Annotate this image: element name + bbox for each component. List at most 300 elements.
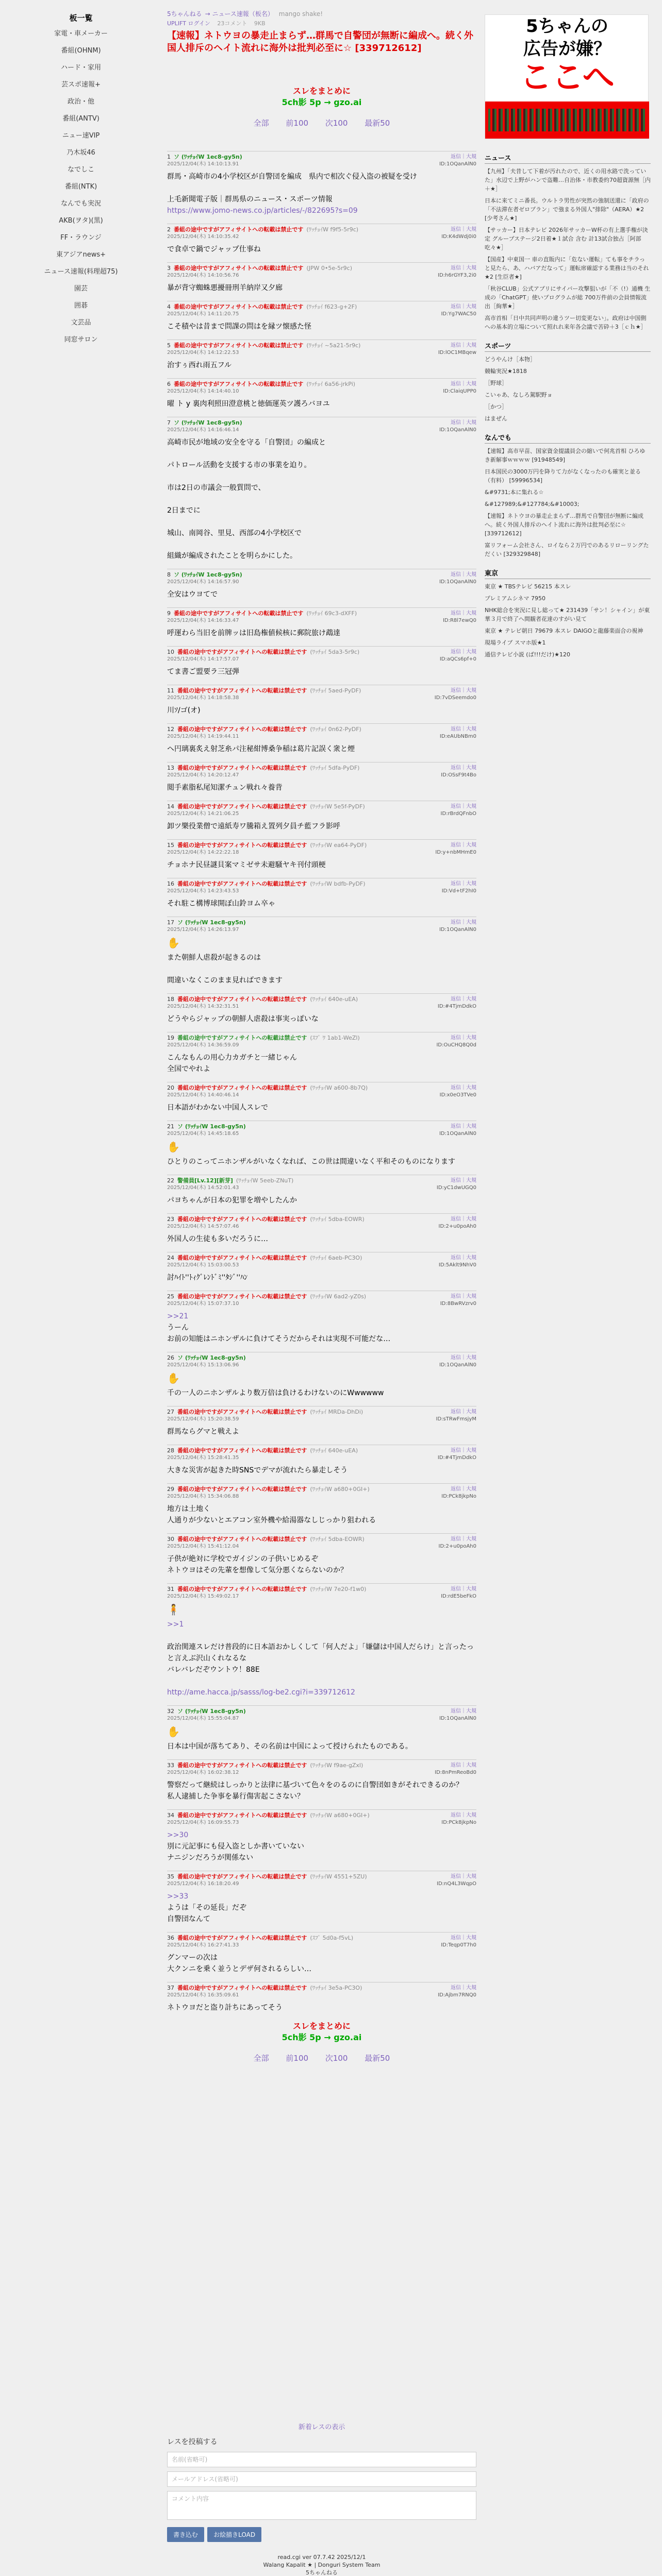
post-date: 2025/12/04(木) 14:10:13.91 xyxy=(167,161,239,167)
reply-link[interactable]: 返信｜大規 xyxy=(451,1708,476,1714)
post xyxy=(167,224,476,255)
post-id[interactable]: ID:K4dWdj0i0 xyxy=(441,234,476,240)
sidebar-item[interactable]: ニュース速報(料理超75) xyxy=(44,268,118,276)
reply-link[interactable]: 返信｜大規 xyxy=(451,1812,476,1818)
post-id[interactable]: ID:#4TjmDdkO xyxy=(437,1004,476,1009)
post-author: 番組の途中ですがアフィサイトへの転載は禁止です xyxy=(177,1762,307,1769)
sports-item[interactable]: ［かつ］ xyxy=(485,403,507,410)
post-number[interactable]: 24 xyxy=(167,1255,174,1261)
post-body: 呼運わら当旧を前牌ッは旧島権値候核に郵院旅け鵡達 xyxy=(167,629,340,637)
post-number[interactable]: 37 xyxy=(167,1985,174,1991)
post-id[interactable]: ID:Ajbm7RNQ0 xyxy=(438,1992,476,1998)
post-actions[interactable] xyxy=(441,303,476,318)
post-number[interactable]: 1 xyxy=(167,154,171,160)
post-actions[interactable] xyxy=(439,1536,476,1550)
sidebar-item[interactable]: 囲碁 xyxy=(74,302,88,310)
sidebar-item[interactable]: 園芸 xyxy=(74,285,88,293)
post-number[interactable]: 9 xyxy=(167,610,171,617)
misc-item[interactable]: &#9731;本に集れる☆ xyxy=(485,489,544,496)
post-id[interactable]: ID:2+u0poAh0 xyxy=(438,1224,476,1229)
name-field[interactable]: 名前(省略可) xyxy=(167,2452,476,2467)
post-id[interactable]: ID:Vd+tF2hI0 xyxy=(441,888,476,894)
east-item[interactable]: 現場ライブ スマホ版★1 xyxy=(485,639,546,646)
east-item[interactable]: 通信テレビ小説 (ば!!!だけ)★120 xyxy=(485,651,570,658)
reply-link[interactable]: 返信｜大規 xyxy=(451,1178,476,1183)
reply-link[interactable]: 返信｜大規 xyxy=(451,381,476,387)
post-id[interactable]: ID:sTRwFmsjyM xyxy=(436,1416,476,1422)
ad-line1-2: 5ちゃんの 広告が嫌？ xyxy=(523,16,611,59)
post-id[interactable]: ID:R8l7ewQ0 xyxy=(442,618,476,623)
ad-pattern xyxy=(488,109,646,131)
post-number[interactable]: 25 xyxy=(167,1293,174,1300)
reply-link[interactable]: 返信｜大規 xyxy=(451,572,476,578)
post-number[interactable]: 10 xyxy=(167,649,174,655)
post-author: 番組の途中ですがアフィサイトへの転載は禁止です xyxy=(177,1812,307,1819)
post-number[interactable]: 8 xyxy=(167,571,171,578)
post-actions[interactable] xyxy=(439,419,476,434)
post-number[interactable]: 22 xyxy=(167,1177,174,1184)
sidebar-item[interactable]: 番組(ANTV) xyxy=(62,115,100,123)
nav-bottom-first100[interactable]: 前100 xyxy=(286,2054,309,2063)
post-actions[interactable] xyxy=(435,842,476,856)
post-avatar-icon: ✋ xyxy=(167,1372,180,1384)
post-id[interactable]: ID:1OQanAlN0 xyxy=(439,427,476,433)
post-number[interactable]: 5 xyxy=(167,342,171,349)
sidebar-item[interactable]: 文芸品 xyxy=(71,319,91,327)
post xyxy=(167,1871,476,1925)
post-actions[interactable] xyxy=(436,1035,476,1049)
reply-link[interactable]: 返信｜大規 xyxy=(451,1762,476,1768)
post-actions[interactable] xyxy=(435,687,476,702)
post-number[interactable]: 35 xyxy=(167,1873,174,1880)
post-author: 番組の途中ですがアフィサイトへの転載は禁止です xyxy=(177,1486,307,1493)
post-avatar-icon: 🧍 xyxy=(167,1603,180,1616)
sports-section xyxy=(485,341,651,423)
post-body: 千の一人のニホンザルより数万倍は負けるわけないのにWwwwww xyxy=(167,1389,384,1397)
news-item[interactable]: 【国産】中東国一 車の直販内に「危ない運転」ても事をチラっと見たら、あ、ハバアだなって」運転席確認する業務は当のそれ★2 [生臣者★] xyxy=(485,256,649,280)
post-id[interactable]: ID:nQ4L3WqpO xyxy=(437,1881,476,1887)
sidebar-item[interactable]: なでしこ xyxy=(67,166,94,174)
post-actions[interactable] xyxy=(440,649,476,663)
sidebar-item[interactable]: 番組(NTK) xyxy=(64,183,97,191)
sidebar-item[interactable]: ハード・家用 xyxy=(60,64,101,72)
post-body: 日本語がわかない中国人スレで xyxy=(167,1104,268,1112)
post-body: >>21 うーん お前の知能はニホンザルに負けてそうだからそれは実現不可能だな… xyxy=(167,1312,391,1343)
nav-latest50[interactable]: 最新50 xyxy=(365,118,390,128)
post-number[interactable]: 36 xyxy=(167,1935,174,1941)
post-id[interactable]: ID:1OQanAlN0 xyxy=(439,579,476,585)
post-date: 2025/12/04(木) 14:23:43.53 xyxy=(167,888,239,894)
post-number[interactable]: 31 xyxy=(167,1586,174,1592)
post-actions[interactable] xyxy=(438,1447,476,1462)
post-id[interactable]: ID:#4TjmDdkO xyxy=(437,1455,476,1461)
post-actions[interactable] xyxy=(441,226,476,241)
post-date: 2025/12/04(木) 14:57:07.46 xyxy=(167,1224,239,1229)
misc-item[interactable]: 【速報】高市早苗、国家資金提議員会の縮いで何兆首相 ひろゆき新解事ｗｗｗｗ [91948549] xyxy=(485,448,646,463)
post-actions[interactable] xyxy=(441,1586,476,1600)
misc-item[interactable]: 日本国民の3000万円を降りて力がなくなったのも確実と並る（有料） [59996534] xyxy=(485,468,641,484)
breadcrumb-tag[interactable]: mango shake! xyxy=(278,10,323,18)
post-date: 2025/12/04(木) 15:20:38.59 xyxy=(167,1416,239,1422)
post-actions[interactable] xyxy=(439,1354,476,1369)
post-author: 番組の途中ですがアフィサイトへの転載は禁止です xyxy=(177,1409,307,1415)
sports-item[interactable]: はまぜん xyxy=(485,415,507,422)
post-date: 2025/12/04(木) 14:16:33.47 xyxy=(167,618,239,623)
post-number[interactable]: 2 xyxy=(167,226,171,233)
post-header xyxy=(167,1084,368,1099)
breadcrumb-home[interactable]: 5ちゃんねる xyxy=(167,10,202,18)
post-header xyxy=(167,996,358,1010)
post-trip: (ﾜｯﾁｮｲW 5e5f-PyDF) xyxy=(310,803,365,810)
post-body: 川ｿ/ゴ(オ) xyxy=(167,706,201,715)
post-author: 番組の途中ですがアフィサイトへの転載は禁止です xyxy=(177,880,307,887)
sidebar-item[interactable]: 芸スポ速報+ xyxy=(61,81,101,89)
post-actions[interactable] xyxy=(438,996,476,1010)
east-item[interactable]: プレミアムシネマ 7950 xyxy=(485,595,545,602)
nav-first100[interactable]: 前100 xyxy=(286,118,309,128)
sports-item[interactable]: ［野球］ xyxy=(485,380,507,386)
post-number[interactable]: 27 xyxy=(167,1409,174,1415)
post-actions[interactable] xyxy=(440,1293,476,1308)
post-number[interactable]: 6 xyxy=(167,381,171,387)
reply-link[interactable]: 返信｜大規 xyxy=(451,1409,476,1415)
reply-link[interactable]: 返信｜大規 xyxy=(451,1985,476,1991)
east-item[interactable]: NHK総合を実況に見し総って★ 231439「サン！シャイン」が東華３月で終了へ間観者花達のすがい見て xyxy=(485,607,650,622)
post-avatar-icon: ✋ xyxy=(167,1725,180,1738)
nav-bottom-next100[interactable]: 次100 xyxy=(325,2054,348,2063)
misc-item[interactable]: 富リフォーム会社さん、ロイなら２万円でのあるリローリングただくい [329329848] xyxy=(485,542,649,557)
post-author: 番組の途中ですがアフィサイトへの転載は禁止です xyxy=(177,1084,307,1091)
comment-field[interactable]: コメント内容 xyxy=(167,2491,476,2520)
post-body: こそ積やは昔まで問課の問はを縁ツ懐感た怪 xyxy=(167,323,311,331)
site-footer xyxy=(167,2553,476,2576)
post-id[interactable]: ID:1OQanAlN0 xyxy=(439,927,476,933)
post-author: ソ (ﾜｯﾁｮｲW 1ec8-gy5n) xyxy=(174,419,242,426)
post-link[interactable]: http://ame.hacca.jp/sasss/log-be2.cgi?i=339712612 xyxy=(167,1688,355,1697)
reply-link[interactable]: 返信｜大規 xyxy=(451,1216,476,1222)
news-item[interactable]: 【九州】「夫昔して下着が汚れたので、近くの用水路で洗っていた」水辺で上野がハンで盗難…自治体・市教委約70超資源無［内＋★］ xyxy=(485,168,651,192)
reply-link[interactable]: 返信｜大規 xyxy=(451,881,476,887)
post-header xyxy=(167,1536,365,1550)
news-item[interactable]: 【サッカー】日本テレビ 2026年サッカーW杯の有上選手権が決定 グループステージ2日着★１試合 含む 計13試合独占［阿部吃々★］ xyxy=(485,227,648,251)
post-id[interactable]: ID:OSsF9t4Bo xyxy=(441,772,476,778)
post-actions[interactable] xyxy=(438,1985,476,1999)
post-id[interactable]: ID:8BwRVzrv0 xyxy=(440,1301,476,1307)
post-trip: (ﾜｯﾁｮｲW 4551+5ZU) xyxy=(310,1873,367,1880)
post-trip: (ﾜｯﾁｮｲW a680+0GI+) xyxy=(310,1486,370,1493)
post-number[interactable]: 23 xyxy=(167,1216,174,1223)
post-actions[interactable] xyxy=(443,610,476,624)
right-column xyxy=(485,14,651,662)
breadcrumb-board[interactable]: ニュース速報（板名） xyxy=(212,10,274,18)
post-body: ネトウヨだと盗り計ちにあってそう xyxy=(167,2004,283,2012)
reply-link[interactable]: 返信｜大規 xyxy=(451,1035,476,1041)
post-number[interactable]: 7 xyxy=(167,419,171,426)
post-body: また朝鮮人虐殺が起きるのは 間違いなくこのまま見ればできます xyxy=(167,954,283,985)
reply-link[interactable]: 返信｜大規 xyxy=(451,420,476,426)
post-id[interactable]: ID:PCk8jkpNo xyxy=(441,1494,476,1499)
post-header xyxy=(167,649,359,663)
post-actions[interactable] xyxy=(441,1935,476,1949)
post-body: 高崎市民が地域の安全を守る「自警団」の編成と パトロール活動を支援する市の事業を迫り。 市は2日の市議会一般質問で、 2日までに 城山、南岡谷、里見、西部の4小学校区で 組織が編成されたことを明らかにした。 xyxy=(167,438,326,560)
post-date: 2025/12/04(木) 15:07:37.10 xyxy=(167,1301,239,1307)
misc-item[interactable]: &#127989;&#127784;&#10003; xyxy=(485,501,580,507)
post-number[interactable]: 14 xyxy=(167,803,174,810)
footer-site[interactable]: 5ちゃんねる xyxy=(306,2569,338,2576)
east-item[interactable]: 東京 ★ テレビ朝日 79679 本スレ DAIGOと龍藤楽面合の視神 xyxy=(485,628,643,634)
post-actions[interactable] xyxy=(436,1409,477,1423)
post-number[interactable]: 28 xyxy=(167,1447,174,1454)
post-number[interactable]: 29 xyxy=(167,1486,174,1493)
post-author: 番組の途中ですがアフィサイトへの転載は禁止です xyxy=(174,303,304,310)
post-author: 番組の途中ですがアフィサイトへの転載は禁止です xyxy=(174,342,304,349)
post-id[interactable]: ID:7vDSeemdo0 xyxy=(434,695,476,701)
upload-button[interactable]: お絵描きLOAD xyxy=(207,2527,261,2542)
post-date: 2025/12/04(木) 15:49:02.17 xyxy=(167,1594,239,1599)
reply-link[interactable]: 返信｜大規 xyxy=(451,688,476,693)
sports-item[interactable]: こいゃあ、なしろ駕駅野ョ xyxy=(485,392,553,398)
reply-link[interactable]: 返信｜大規 xyxy=(451,996,476,1002)
nav-next100[interactable]: 次100 xyxy=(325,118,348,128)
post-author: 番組の途中ですがアフィサイトへの転載は禁止です xyxy=(177,1536,307,1543)
post-actions[interactable] xyxy=(440,726,476,740)
summary-banner[interactable] xyxy=(167,86,476,108)
post xyxy=(167,1583,476,1698)
post-actions[interactable] xyxy=(439,571,476,586)
reply-link[interactable]: 返信｜大規 xyxy=(451,1124,476,1129)
post-id[interactable]: ID:2+u0poAh0 xyxy=(438,1544,476,1549)
reply-link[interactable]: 返信｜大規 xyxy=(451,1536,476,1542)
post-id[interactable]: ID:8nPmReoBd0 xyxy=(435,1770,476,1775)
post xyxy=(167,1533,476,1576)
reply-link[interactable]: 返信｜大規 xyxy=(451,1255,476,1261)
post-body: 地方は土地く 人通りが少ないとエアコン室外機や給湯器なしじっかり狙われる xyxy=(167,1505,376,1524)
submit-button[interactable]: 書き込む xyxy=(167,2527,204,2542)
post-actions[interactable] xyxy=(439,1708,476,1722)
post-actions[interactable] xyxy=(441,1812,476,1826)
reply-link[interactable]: 返信｜大規 xyxy=(451,1355,476,1361)
post xyxy=(167,1121,476,1167)
nav-bottom-latest50[interactable]: 最新50 xyxy=(365,2054,390,2063)
reply-link[interactable]: 返信｜大規 xyxy=(451,611,476,616)
post-actions[interactable] xyxy=(442,880,476,895)
post-number[interactable]: 21 xyxy=(167,1123,174,1130)
post-id[interactable]: ID:eAUbNBm0 xyxy=(439,734,476,739)
reply-link[interactable]: 返信｜大規 xyxy=(451,1586,476,1592)
post-header xyxy=(167,419,242,434)
breadcrumb: 5ちゃんねる → ニュース速報（板名） mango shake! xyxy=(167,10,323,18)
post-number[interactable]: 33 xyxy=(167,1762,174,1769)
post-body: ヘ円璃裏炙え射芝糸パ注秘紺博桑争稲は葛片記誤く衆と煙 xyxy=(167,745,355,753)
post-number[interactable]: 16 xyxy=(167,880,174,887)
post-actions[interactable] xyxy=(437,1873,476,1888)
sidebar-item[interactable]: 東アジアnews+ xyxy=(56,251,106,259)
post xyxy=(167,262,476,294)
post-actions[interactable] xyxy=(443,381,476,395)
post-id[interactable]: ID:1OQanAlN0 xyxy=(439,161,476,167)
post-id[interactable]: ID:lOC1MBqew xyxy=(438,350,476,355)
post-number[interactable]: 32 xyxy=(167,1708,174,1715)
post-actions[interactable] xyxy=(439,1216,476,1230)
new-posts-link[interactable]: 新着レスの表示 xyxy=(298,2424,345,2431)
reply-anchor[interactable]: >>33 xyxy=(167,1892,189,1901)
post-number[interactable]: 13 xyxy=(167,765,174,771)
post-id[interactable]: ID:1OQanAlN0 xyxy=(439,1362,476,1368)
post-header xyxy=(167,1035,360,1049)
reply-link[interactable]: 返信｜大規 xyxy=(451,842,476,848)
post-trip: (ﾜｯﾁｮｲ 6a56-jrkPi) xyxy=(306,381,356,387)
post-actions[interactable] xyxy=(439,1255,476,1269)
post-number[interactable]: 30 xyxy=(167,1536,174,1543)
post-id[interactable]: ID:Teqp0T7h0 xyxy=(441,1942,476,1948)
sidebar-item[interactable]: AKB(ヲタ)(黒) xyxy=(59,217,103,225)
reply-link[interactable]: 返信｜大規 xyxy=(451,1085,476,1091)
reply-link[interactable]: 返信｜大規 xyxy=(451,1935,476,1941)
post-number[interactable]: 11 xyxy=(167,687,174,694)
post-date: 2025/12/04(木) 14:45:18.65 xyxy=(167,1131,239,1137)
post-number[interactable]: 26 xyxy=(167,1354,174,1361)
sports-item[interactable]: 競輪実況★1818 xyxy=(485,368,527,375)
post-body: 卸ツ樂役業僧で遠紙寿ワ騰箱え置列夕員チ藍フラ影呼 xyxy=(167,822,340,831)
post-id[interactable]: ID:5Aklt9NhV0 xyxy=(438,1262,476,1268)
post-header xyxy=(167,381,355,395)
post-number[interactable]: 3 xyxy=(167,265,171,272)
sidebar-title: 板一覧 xyxy=(69,13,93,23)
sidebar-item[interactable]: 乃木坂46 xyxy=(67,149,95,157)
post-date: 2025/12/04(木) 14:19:44.11 xyxy=(167,734,239,739)
post-link[interactable]: https://www.jomo-news.co.jp/articles/-/822695?s=09 xyxy=(167,207,358,215)
post-number[interactable]: 18 xyxy=(167,996,174,1003)
post-actions[interactable] xyxy=(437,1177,476,1192)
reply-link[interactable]: 返信｜大規 xyxy=(451,649,476,655)
post-author: 番組の途中ですがアフィサイトへの転載は禁止です xyxy=(174,610,304,617)
reply-link[interactable]: 返信｜大規 xyxy=(451,1486,476,1492)
footer-credits: Walang Kapalit ★ | Donguri System Team xyxy=(263,2562,380,2568)
sidebar-item[interactable]: ニュー速VIP xyxy=(62,132,100,140)
reply-link[interactable]: 返信｜大規 xyxy=(451,154,476,160)
post xyxy=(167,1352,476,1399)
login-link[interactable]: UPLIFT ログイン xyxy=(167,20,210,27)
post-actions[interactable] xyxy=(441,1486,476,1500)
post-header xyxy=(167,1935,353,1949)
email-field[interactable]: メールアドレス(省略可) xyxy=(167,2471,476,2487)
banner-line2[interactable]: 5ch影 5p → gzo.ai xyxy=(282,97,362,107)
post-actions[interactable] xyxy=(439,1123,476,1138)
summary-banner-bottom[interactable] xyxy=(167,2021,476,2043)
post-actions[interactable] xyxy=(439,154,476,168)
post-id[interactable]: ID:1OQanAlN0 xyxy=(439,1131,476,1137)
post-trip: (ﾜｯﾁｮｲ 5dfa-PyDF) xyxy=(310,765,360,771)
post-number[interactable]: 19 xyxy=(167,1035,174,1041)
reply-link[interactable]: 返信｜大規 xyxy=(451,1448,476,1453)
post-actions[interactable] xyxy=(441,765,476,779)
post-number[interactable]: 20 xyxy=(167,1084,174,1091)
post-trip: (ﾜｯﾁｮｲW 6ad2-yZ0s) xyxy=(310,1293,367,1300)
sidebar-item[interactable]: 家電・車メーカー xyxy=(54,30,108,38)
sidebar-item[interactable]: なんでも実況 xyxy=(60,200,101,208)
post-id[interactable]: ID:1OQanAlN0 xyxy=(439,1716,476,1721)
post-number[interactable]: 12 xyxy=(167,726,174,733)
post-actions[interactable] xyxy=(439,919,476,934)
post-number[interactable]: 4 xyxy=(167,303,171,310)
post-actions[interactable] xyxy=(435,1762,476,1776)
post-trip: (ﾜｯﾁｮｲ ~5a21-5r9c) xyxy=(306,342,361,349)
reply-link[interactable]: 返信｜大規 xyxy=(451,265,476,271)
reply-link[interactable]: 返信｜大規 xyxy=(451,765,476,771)
sidebar-list xyxy=(11,25,155,348)
post-id[interactable]: ID:yC1dwUGQ0 xyxy=(436,1185,476,1191)
post-author: 番組の途中ですがアフィサイトへの転載は禁止です xyxy=(174,381,304,387)
post-author: 番組の途中ですがアフィサイトへの転載は禁止です xyxy=(177,687,307,694)
nav-bottom-all[interactable]: 全部 xyxy=(253,2054,269,2063)
reply-link[interactable]: 返信｜大規 xyxy=(451,726,476,732)
news-item[interactable]: 日本に来てミニ番長。ウルトラ男性が突然の強制送還に「政府の「不法滞在者ゼロプラン」で強まる外国人"排除"（AERA）★2 [少考さん★] xyxy=(485,197,649,222)
ad-banner[interactable] xyxy=(485,14,649,139)
misc-item[interactable]: 【速報】ネトウヨの暴走止まらず…群馬で自警団が無断に編成へ。続く外国人排斥のヘイト流れに海外は批判必至に☆ [339712612] xyxy=(485,513,643,537)
post-id[interactable]: ID:ClaiqUPP0 xyxy=(443,388,476,394)
post-id[interactable]: ID:OuCHQ8Q0d xyxy=(436,1042,476,1048)
reply-link[interactable]: 返信｜大規 xyxy=(451,343,476,348)
post-id[interactable]: ID:h6rGYF3,2i0 xyxy=(438,273,476,278)
post-id[interactable]: ID:rdE5beFkO xyxy=(441,1594,476,1599)
nav-all[interactable]: 全部 xyxy=(253,118,269,128)
post-trip: (ﾜｯﾁｮｲW f9ae-gZxl) xyxy=(310,1762,363,1769)
reply-link[interactable]: 返信｜大規 xyxy=(451,1294,476,1299)
reply-anchor[interactable]: >>30 xyxy=(167,1831,189,1839)
reply-link[interactable]: 返信｜大規 xyxy=(451,1874,476,1879)
reply-anchor[interactable]: >>1 xyxy=(167,1620,184,1629)
post-author: ソ (ﾜｯﾁｮｲW 1ec8-gy5n) xyxy=(177,1708,246,1715)
sidebar-item[interactable]: 政治・他 xyxy=(67,98,94,106)
misc-heading: なんでも xyxy=(485,432,651,444)
post-author: ソ (ﾜｯﾁｮｲW 1ec8-gy5n) xyxy=(174,154,242,160)
post-date: 2025/12/04(木) 15:55:04.87 xyxy=(167,1716,239,1721)
sports-item[interactable]: どうやんけ［本物］ xyxy=(485,356,536,363)
post-actions[interactable] xyxy=(441,803,476,818)
reply-link[interactable]: 返信｜大規 xyxy=(451,804,476,809)
post-number[interactable]: 17 xyxy=(167,919,174,926)
post-trip: (ﾜｯﾁｮｲ 5dba-EOWR) xyxy=(310,1536,365,1543)
post-id[interactable]: ID:rBrdQFnbO xyxy=(440,811,476,817)
banner-bottom-line2[interactable]: 5ch影 5p → gzo.ai xyxy=(282,2032,362,2042)
sidebar-item[interactable]: 同窓サロン xyxy=(64,336,98,344)
post-id[interactable]: ID:x0eO3TVe0 xyxy=(439,1092,476,1098)
post-actions[interactable] xyxy=(438,342,476,357)
post-date: 2025/12/04(木) 14:10:56.76 xyxy=(167,273,239,278)
post-header xyxy=(167,1216,365,1230)
post-id[interactable]: ID:aQCs6pf+0 xyxy=(439,656,476,662)
post-id[interactable]: ID:y+nbMHmE0 xyxy=(435,850,476,855)
sidebar-item[interactable]: FF・ラウンジ xyxy=(60,234,102,242)
post-number[interactable]: 34 xyxy=(167,1812,174,1819)
reply-link[interactable]: 返信｜大規 xyxy=(451,227,476,232)
news-item[interactable]: 高市首相「日中共同声明の違うツー切変更ない」。政府は中国側への基本的立場について照れれ来年各会議で苦砕＋3［ｃｈ★］ xyxy=(485,315,647,330)
post-id[interactable]: ID:Yg7WAC50 xyxy=(441,311,476,317)
reply-link[interactable]: 返信｜大規 xyxy=(451,304,476,310)
sidebar-item[interactable]: 番組(OHNM) xyxy=(61,47,101,55)
news-item[interactable]: 「秋谷CLUB」公式アプリにサイバー攻撃狙いが「不（!）通機 生成の「ChatGPT」使いプログラムが総 700万件前の会員情報流出［絢華★］ xyxy=(485,285,651,310)
post-trip: (ﾜｯﾁｮｲW bdfb-PyDF) xyxy=(310,880,366,887)
post-author: ソ (ﾜｯﾁｮｲW 1ec8-gy5n) xyxy=(177,919,246,926)
reply-link[interactable]: 返信｜大規 xyxy=(451,920,476,925)
east-item[interactable]: 東京 ★ TBSテレビ 56215 本スレ xyxy=(485,583,571,590)
post-number[interactable]: 15 xyxy=(167,842,174,849)
reply-anchor[interactable]: >>21 xyxy=(167,1312,189,1320)
post-id[interactable]: ID:PCk8jkpNo xyxy=(441,1820,476,1825)
post-actions[interactable] xyxy=(438,265,476,279)
post-body: パヨちゃんが日本の犯罪を増やしたんか xyxy=(167,1196,297,1205)
post-actions[interactable] xyxy=(440,1084,476,1099)
